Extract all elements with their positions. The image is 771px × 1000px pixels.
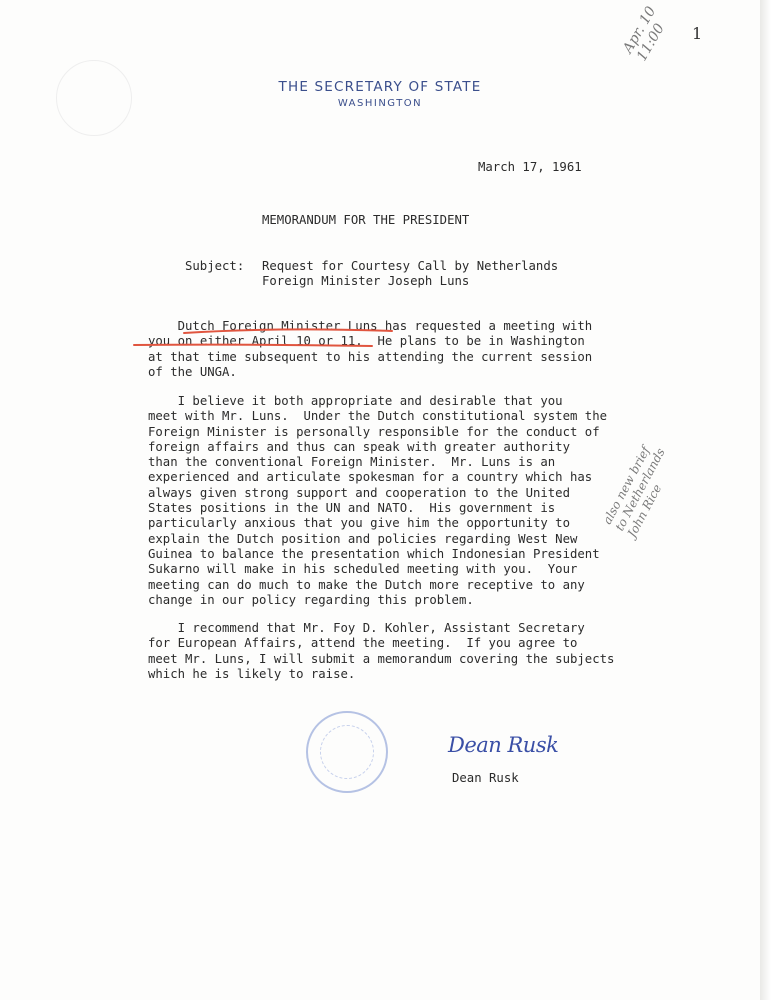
subject-label: Subject: [185, 259, 245, 273]
paragraph-recommendation-rationale: I believe it both appropriate and desirable that you meet with Mr. Luns. Under the Dutch constitutional system the Foreign Minister is personally responsible for the conduct of foreign affairs and thus can speak with greater authority than the conventional Foreign Minister. Mr. Luns is an experienced and articulate spokesman for a country which has always given strong support and cooperation to the United States positions in the UN and NATO. His government is particularly anxious that you give him the opportunity to explain the Dutch position and policies regarding West New Guinea to balance the presentation which Indonesian President Sukarno will make in his scheduled meeting with you. Your meeting can do much to make the Dutch more receptive to any change in our policy regarding this problem. [148, 394, 608, 607]
memo-date: March 17, 1961 [478, 160, 582, 174]
letterhead-city: WASHINGTON [337, 98, 423, 109]
memo-title: MEMORANDUM FOR THE PRESIDENT [262, 213, 470, 227]
typed-signature-name: Dean Rusk [452, 771, 519, 785]
paragraph-kohler-attendance: I recommend that Mr. Foy D. Kohler, Assistant Secretary for European Affairs, attend the meeting. If you agree to meet Mr. Luns, I will submit a memorandum covering the subjects which he is likely to raise. [148, 621, 615, 681]
handwritten-signature: Dean Rusk [448, 733, 559, 757]
paragraph-meeting-request: Dutch Foreign Minister Luns has requested a meeting with you on either April 10 or 11. He plans to be in Washington at that time subsequent to his attending the current session of the UNGA. [148, 319, 593, 379]
red-underline-marks [0, 0, 760, 360]
handwritten-margin-note: also new brief to Netherlands John Rice [600, 444, 668, 540]
blue-received-stamp [306, 711, 388, 793]
letterhead-title: THE SECRETARY OF STATE [278, 79, 482, 95]
page-number: 1 [692, 24, 703, 43]
handwritten-date-note: Apr. 10 11:00 [620, 3, 668, 64]
scan-page-edge [760, 0, 771, 1000]
subject-text: Request for Courtesy Call by Netherlands Foreign Minister Joseph Luns [262, 259, 559, 289]
